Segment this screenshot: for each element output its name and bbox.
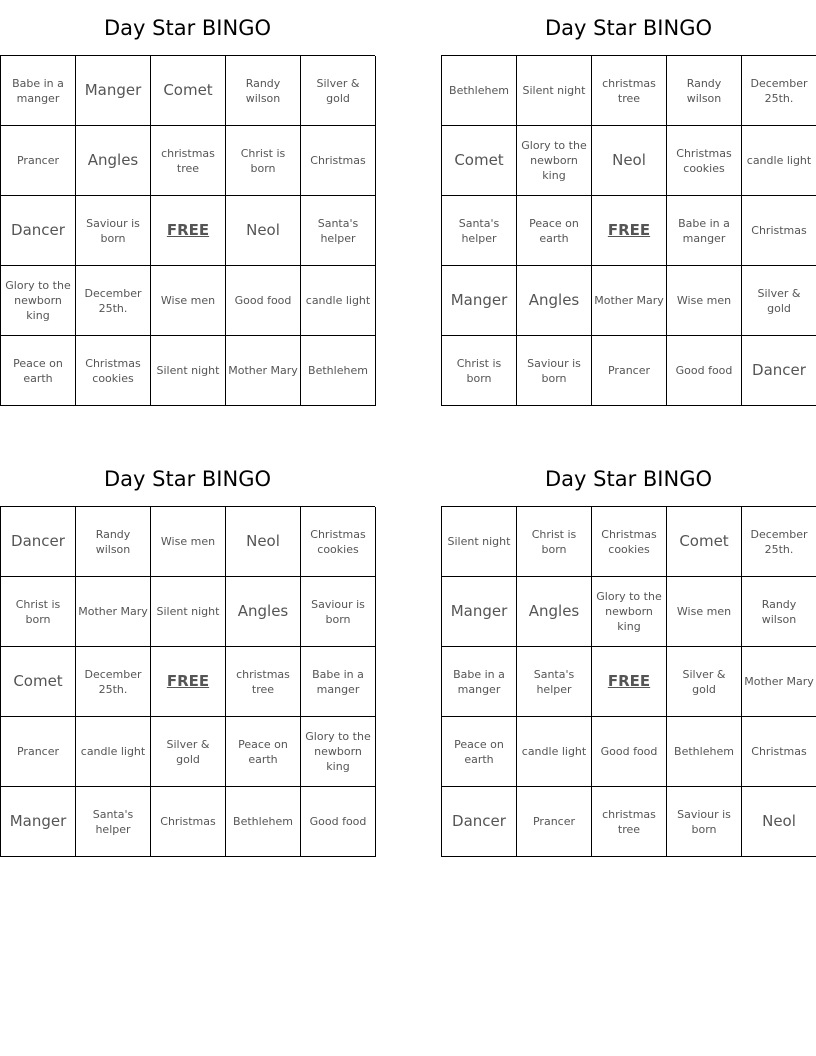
bingo-cell: Manger [442,577,517,647]
bingo-cell: Christ is born [517,507,592,577]
bingo-cell: Wise men [151,266,226,336]
card-title: Day Star BINGO [545,467,712,491]
bingo-cell: Bethlehem [442,56,517,126]
bingo-cell: Christmas [301,126,376,196]
bingo-cell: Christ is born [1,577,76,647]
bingo-grid [0,55,375,406]
card-title: Day Star BINGO [104,16,271,40]
bingo-cell: Santa's helper [301,196,376,266]
bingo-cell: Mother Mary [592,266,667,336]
bingo-cell: Comet [442,126,517,196]
bingo-cell: Glory to the newborn king [517,126,592,196]
bingo-cell: Silver & gold [151,717,226,787]
bingo-cell: Saviour is born [76,196,151,266]
bingo-cell: Silent night [151,577,226,647]
bingo-cell: Wise men [151,507,226,577]
bingo-cell: Wise men [667,577,742,647]
bingo-cell: Silver & gold [667,647,742,717]
bingo-cell: Comet [1,647,76,717]
bingo-cell: Babe in a manger [1,56,76,126]
card-title: Day Star BINGO [104,467,271,491]
bingo-cell: Good food [226,266,301,336]
bingo-grid [0,506,375,857]
bingo-cell: Bethlehem [226,787,301,857]
bingo-cell: Silent night [517,56,592,126]
bingo-cell: Glory to the newborn king [592,577,667,647]
bingo-cell: Randy wilson [742,577,816,647]
bingo-cell: Babe in a manger [301,647,376,717]
bingo-cell: Silent night [151,336,226,406]
bingo-cell: Babe in a manger [442,647,517,717]
free-space-cell: FREE [592,647,667,717]
bingo-cell: christmas tree [151,126,226,196]
bingo-cell: Christmas cookies [301,507,376,577]
bingo-cell: Neol [742,787,816,857]
bingo-cell: Comet [151,56,226,126]
bingo-cell: Peace on earth [226,717,301,787]
bingo-cell: Silver & gold [301,56,376,126]
bingo-cell: December 25th. [742,56,816,126]
bingo-cell: Prancer [1,126,76,196]
bingo-cell: December 25th. [76,266,151,336]
bingo-cell: Manger [1,787,76,857]
free-space-cell: FREE [151,196,226,266]
bingo-cell: Peace on earth [1,336,76,406]
bingo-cell: Dancer [1,507,76,577]
free-space-cell: FREE [151,647,226,717]
bingo-cell: Prancer [1,717,76,787]
bingo-cell: candle light [742,126,816,196]
bingo-cell: Santa's helper [442,196,517,266]
bingo-cell: December 25th. [76,647,151,717]
bingo-card-2 [441,0,816,406]
bingo-cell: Angles [517,577,592,647]
bingo-grid [441,506,816,857]
bingo-cell: Wise men [667,266,742,336]
bingo-cell: Dancer [442,787,517,857]
bingo-cell: Christmas cookies [76,336,151,406]
bingo-cell: Randy wilson [76,507,151,577]
bingo-cell: Peace on earth [517,196,592,266]
bingo-cell: Christmas [742,196,816,266]
bingo-cell: Peace on earth [442,717,517,787]
bingo-cell: Good food [592,717,667,787]
bingo-cell: candle light [517,717,592,787]
card-title: Day Star BINGO [545,16,712,40]
bingo-cell: Randy wilson [226,56,301,126]
bingo-card-1 [0,0,375,406]
bingo-cell: Glory to the newborn king [1,266,76,336]
bingo-cell: Prancer [517,787,592,857]
bingo-cell: Neol [226,507,301,577]
bingo-cell: Christmas cookies [667,126,742,196]
bingo-cell: Angles [226,577,301,647]
bingo-cell: Mother Mary [76,577,151,647]
free-space-cell: FREE [592,196,667,266]
bingo-grid [441,55,816,406]
bingo-cell: Santa's helper [517,647,592,717]
bingo-cell: Mother Mary [742,647,816,717]
bingo-cell: Saviour is born [301,577,376,647]
bingo-cell: Silent night [442,507,517,577]
bingo-cell: Silver & gold [742,266,816,336]
bingo-cell: Glory to the newborn king [301,717,376,787]
bingo-cell: Babe in a manger [667,196,742,266]
bingo-cell: Neol [592,126,667,196]
bingo-cell: Christ is born [442,336,517,406]
bingo-cell: Christmas [742,717,816,787]
bingo-card-3 [0,451,375,857]
bingo-cell: Good food [667,336,742,406]
bingo-cell: Manger [76,56,151,126]
bingo-cell: December 25th. [742,507,816,577]
bingo-cell: Saviour is born [667,787,742,857]
bingo-cell: Randy wilson [667,56,742,126]
bingo-cell: Angles [517,266,592,336]
bingo-cell: Good food [301,787,376,857]
bingo-cell: Bethlehem [667,717,742,787]
bingo-cell: Santa's helper [76,787,151,857]
bingo-cell: Dancer [742,336,816,406]
bingo-cell: Saviour is born [517,336,592,406]
bingo-cell: candle light [76,717,151,787]
bingo-cell: christmas tree [592,56,667,126]
bingo-cell: Mother Mary [226,336,301,406]
bingo-cell: christmas tree [592,787,667,857]
bingo-cell: Christ is born [226,126,301,196]
bingo-cell: Bethlehem [301,336,376,406]
bingo-cell: Dancer [1,196,76,266]
bingo-cell: Comet [667,507,742,577]
bingo-cell: Angles [76,126,151,196]
bingo-cell: candle light [301,266,376,336]
bingo-cell: Christmas cookies [592,507,667,577]
bingo-cell: christmas tree [226,647,301,717]
bingo-cell: Neol [226,196,301,266]
bingo-cell: Prancer [592,336,667,406]
bingo-cell: Manger [442,266,517,336]
bingo-card-4 [441,451,816,857]
bingo-cell: Christmas [151,787,226,857]
